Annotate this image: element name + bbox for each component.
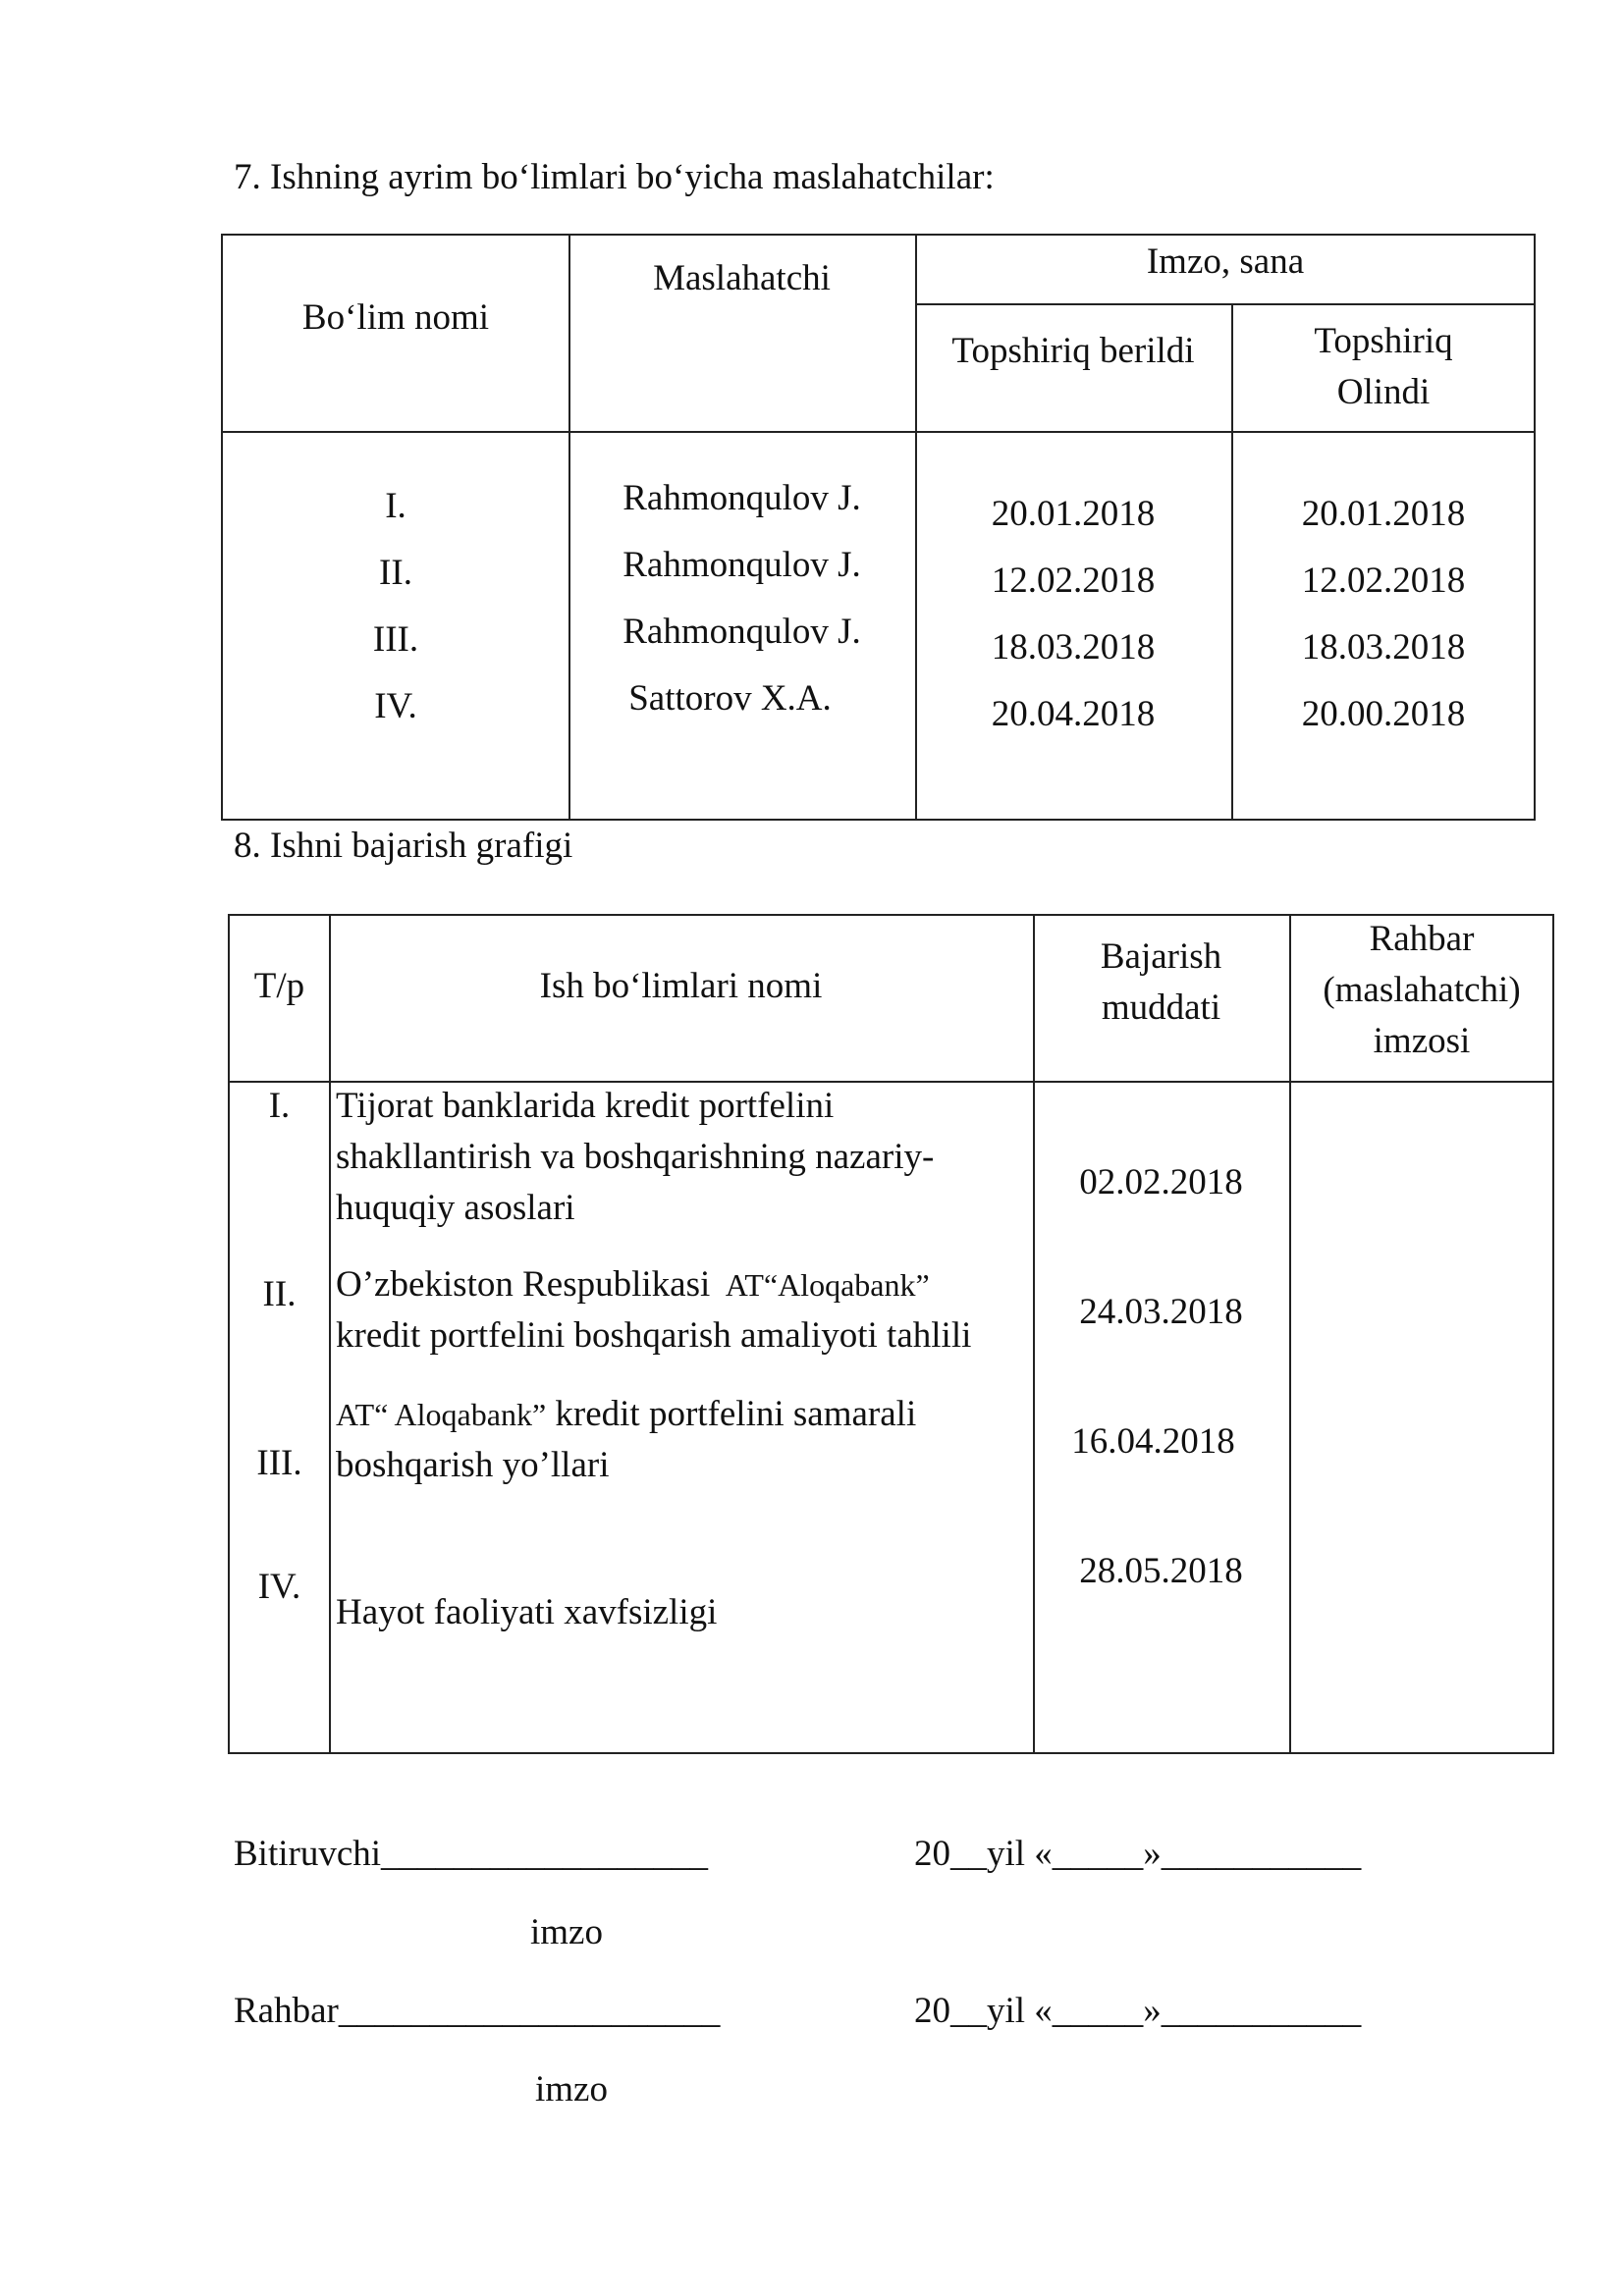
schedule-row1-title (336, 1081, 934, 1234)
row2-received: 12.02.2018 (1301, 561, 1466, 601)
row1-consultant: Rahmonqulov J. (623, 478, 861, 518)
row3-consultant: Rahmonqulov J. (623, 612, 861, 652)
header-rahbar-line2: (maslahatchi) (1323, 970, 1521, 1010)
schedule-row1-line1: Tijorat banklarida kredit portfelini (336, 1086, 835, 1126)
schedule-row1-line2: shakllantirish va boshqarishning nazariy- (336, 1137, 935, 1177)
header-rahbar-line3: imzosi (1373, 1021, 1471, 1061)
schedule-row2-line1b: AT“Aloqabank” (725, 1267, 930, 1303)
header-ish-nomi: Ish bo‘limlari nomi (539, 966, 823, 1006)
header-maslahatchi: Maslahatchi (653, 258, 831, 298)
consultants-table (221, 234, 1536, 821)
row2-num: II. (379, 553, 412, 593)
row3-num: III. (372, 619, 419, 660)
schedule-row3-num: III. (256, 1443, 302, 1483)
schedule-row3-line1b: kredit portfelini samarali (546, 1394, 917, 1434)
row1-received: 20.01.2018 (1301, 494, 1466, 534)
section7-title: 7. Ishning ayrim bo‘limlari bo‘yicha maslahatchilar: (234, 157, 995, 197)
rahbar-date-line: 20__yil «_____»___________ (914, 1991, 1362, 2031)
schedule-row3-line1a: AT“ Aloqabank” (336, 1397, 547, 1432)
header-tp: T/p (253, 966, 305, 1006)
schedule-row4-num: IV. (257, 1567, 301, 1607)
schedule-table (228, 914, 1554, 1754)
row3-given: 18.03.2018 (991, 627, 1156, 667)
schedule-row4-date: 28.05.2018 (1079, 1551, 1243, 1591)
row4-consultant: Sattorov X.A. (628, 678, 832, 719)
header-rahbar-imzosi (1289, 914, 1554, 1067)
row4-num: IV. (374, 686, 417, 726)
rahbar-signature-line: Rahbar_____________________ (234, 1991, 721, 2031)
header-bajarish-muddati (1033, 932, 1289, 1034)
header-imzo-sana: Imzo, sana (1146, 241, 1305, 282)
row4-received: 20.00.2018 (1301, 694, 1466, 734)
schedule-row1-date: 02.02.2018 (1079, 1162, 1243, 1202)
header-topshiriq-olindi-line1: Topshiriq (1314, 321, 1453, 361)
header-bajarish-line1: Bajarish (1100, 936, 1222, 977)
section8-title: 8. Ishni bajarish grafigi (234, 826, 573, 866)
schedule-row2-num: II. (262, 1274, 297, 1314)
schedule-row3-title (336, 1389, 916, 1491)
header-topshiriq-olindi (1231, 316, 1536, 418)
schedule-row2-date: 24.03.2018 (1079, 1292, 1243, 1332)
bitiruvchi-imzo-label: imzo (530, 1912, 603, 1952)
row1-given: 20.01.2018 (991, 494, 1156, 534)
header-topshiriq-berildi: Topshiriq berildi (951, 331, 1195, 371)
row3-received: 18.03.2018 (1301, 627, 1466, 667)
bitiruvchi-signature-line: Bitiruvchi__________________ (234, 1834, 709, 1874)
schedule-row3-line2: boshqarish yo’llari (336, 1445, 610, 1485)
rahbar-imzo-label: imzo (535, 2069, 608, 2109)
schedule-row2-title (336, 1259, 971, 1362)
header-topshiriq-olindi-line2: Olindi (1336, 372, 1431, 412)
bitiruvchi-date-line: 20__yil «_____»___________ (914, 1834, 1362, 1874)
schedule-row1-num: I. (268, 1086, 291, 1126)
header-rahbar-line1: Rahbar (1369, 919, 1475, 959)
schedule-row2-line1a: O’zbekiston Respublikasi (336, 1264, 720, 1305)
row2-given: 12.02.2018 (991, 561, 1156, 601)
header-bolim-nomi: Bo‘lim nomi (301, 297, 490, 338)
schedule-row1-line3: huquqiy asoslari (336, 1188, 575, 1228)
row2-consultant: Rahmonqulov J. (623, 545, 861, 585)
schedule-row3-date: 16.04.2018 (1071, 1421, 1235, 1462)
schedule-row2-line2: kredit portfelini boshqarish amaliyoti tahlili (336, 1315, 972, 1356)
row4-given: 20.04.2018 (991, 694, 1156, 734)
row1-num: I. (385, 486, 406, 526)
schedule-row4-title: Hayot faoliyati xavfsizligi (336, 1592, 718, 1632)
header-bajarish-line2: muddati (1101, 988, 1221, 1028)
